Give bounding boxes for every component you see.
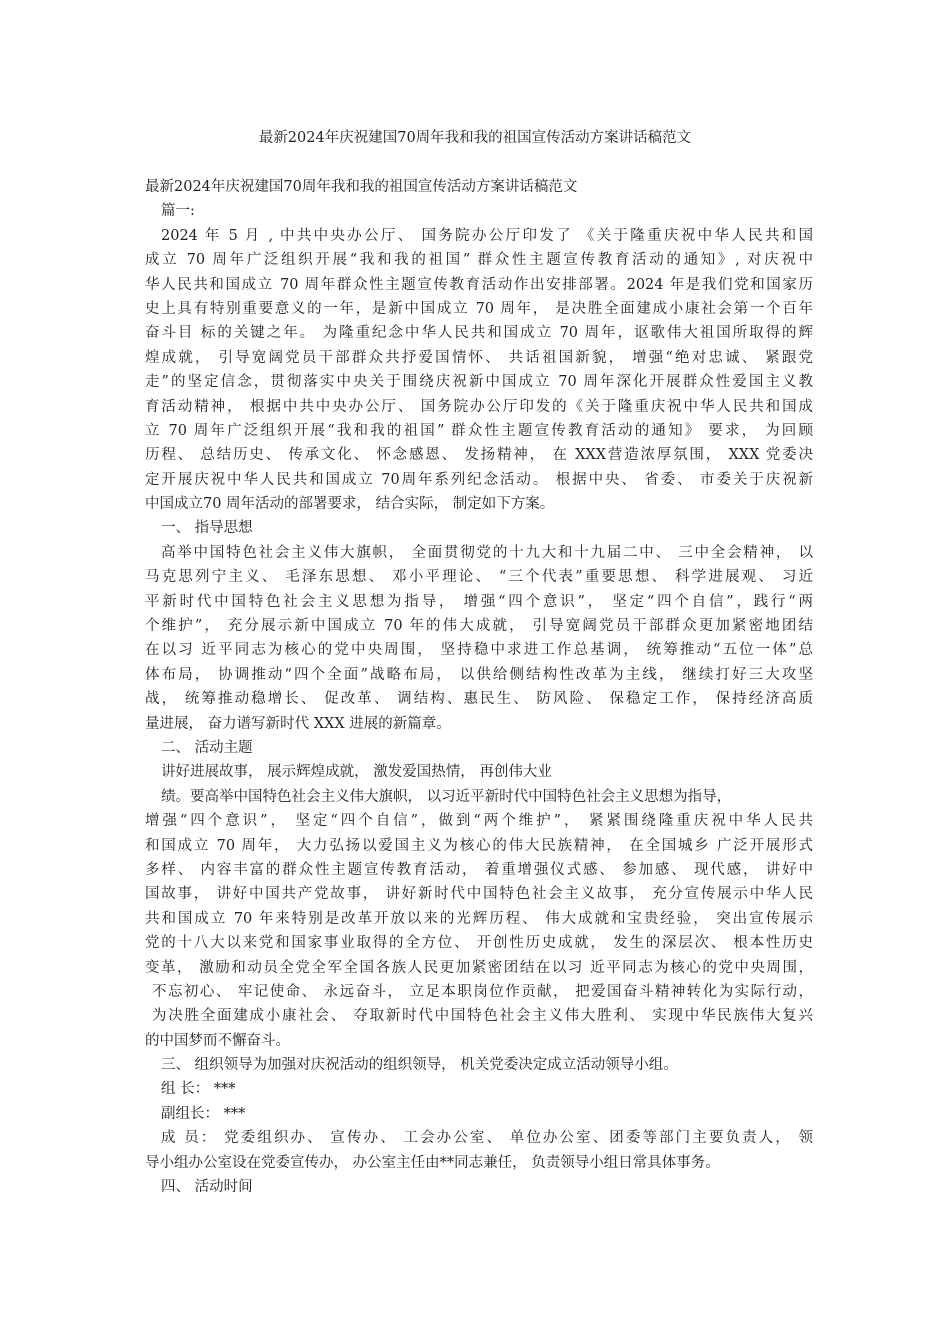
text-line: 三、 组织领导为加强对庆祝活动的组织领导， 机关党委决定成立活动领导小组。	[161, 1057, 678, 1074]
text-line: 量进展， 奋力谱写新时代 XXX 进展的新篇章。	[145, 715, 451, 732]
text-line: 导小组办公室设在党委宣传办， 办公室主任由**同志兼任， 负责领导小组日常具体事务。	[145, 1154, 720, 1171]
text-line: 为决胜全面建成小康社会、 夺取新时代中国特色社会主义伟大胜利、 实现中华民族伟大复兴	[152, 1008, 813, 1025]
text-line: 篇一:	[161, 203, 195, 220]
document-body	[145, 175, 813, 1199]
text-line: 育活动精神， 根据中共中央办公厅、 国务院办公厅印发的《关于隆重庆祝中华人民共和国成	[145, 398, 813, 415]
text-line: 成 员： 党委组织办、 宣传办、 工会办公室、 单位办公室、团委等部门主要负责人， 领	[161, 1130, 813, 1147]
text-line: 四、 活动时间	[161, 1179, 253, 1196]
text-line: 组 长： ***	[161, 1081, 236, 1098]
text-line: 体布局， 协调推动“四个全面”战略布局， 以供给侧结构性改革为主线， 继续打好三大攻坚	[145, 666, 813, 683]
text-line: 党的十八大以来党和国家事业取得的全方位、 开创性历史成就， 发生的深层次、 根本性历史	[145, 935, 813, 952]
text-line: 副组长： ***	[161, 1105, 246, 1122]
text-line: 在以习 近平同志为核心的党中央周围， 坚持稳中求进工作总基调， 统筹推动“五位一体”总	[145, 642, 813, 659]
text-line: 史上具有特别重要意义的一年，是新中国成立 70 周年， 是决胜全面建成小康社会第一个百年	[145, 300, 813, 317]
text-line: 的中国梦而不懈奋斗。	[145, 1032, 290, 1049]
text-line: 定开展庆祝中华人民共和国成立 70周年系列纪念活动。 根据中央、 省委、 市委关于庆祝新	[145, 471, 813, 488]
text-line: 高举中国特色社会主义伟大旗帜， 全面贯彻党的十九大和十九届二中、 三中全会精神， 以	[161, 544, 813, 561]
text-line: 国故事， 讲好中国共产党故事， 讲好新时代中国特色社会主义故事， 充分宣传展示中华人民	[145, 886, 813, 903]
text-line: 平新时代中国特色社会主义思想为指导， 增强“四个意识”， 坚定“四个自信”，践行“两	[145, 593, 813, 610]
text-line: 2024 年 5 月 , 中共中央办公厅、 国务院办公厅印发了 《关于隆重庆祝中华人民共和国	[161, 227, 813, 244]
text-line: 一、 指导思想	[161, 520, 253, 537]
text-line: 走”的坚定信念，贯彻落实中央关于围绕庆祝新中国成立 70 周年深化开展群众性爱国主义教	[145, 374, 813, 391]
text-line: 多样、 内容丰富的群众性主题宣传教育活动， 着重增强仪式感、 参加感、 现代感， 讲好中	[145, 861, 813, 878]
text-line: 奋斗目 标的关键之年。 为隆重纪念中华人民共和国成立 70 周年，讴歌伟大祖国所取得的辉	[145, 325, 813, 342]
text-line: 不忘初心、 牢记使命、 永远奋斗， 立足本职岗位作贡献， 把爱国奋斗精神转化为实际行动，	[152, 983, 813, 1000]
text-line: 二、 活动主题	[161, 739, 253, 756]
text-line: 华人民共和国成立 70 周年群众性主题宣传教育活动作出安排部署。2024 年是我们党和国家历	[145, 276, 813, 293]
text-line: 讲好进展故事， 展示辉煌成就， 激发爱国热情， 再创伟大业	[161, 764, 552, 781]
text-line: 绩。要高举中国特色社会主义伟大旗帜， 以习近平新时代中国特色社会主义思想为指导，	[161, 788, 732, 805]
text-line: 成立 70 周年广泛组织开展“我和我的祖国” 群众性主题宣传教育活动的通知》, 对庆祝中	[145, 252, 813, 269]
text-line: 立 70 周年广泛组织开展“我和我的祖国” 群众性主题宣传教育活动的通知》 要求， 为回顾	[145, 422, 813, 439]
text-line: 和国成立 70 周年， 大力弘扬以爱国主义为核心的伟大民族精神， 在全国城乡 广泛开展形式	[145, 837, 813, 854]
text-line: 历程、 总结历史、 传承文化、 怀念感恩、 发扬精神， 在 XXX营造浓厚氛围， XXX 党委决	[145, 447, 813, 464]
text-line: 变革， 激励和动员全党全军全国各族人民更加紧密团结在以习 近平同志为核心的党中央周围，	[145, 959, 813, 976]
text-line: 增强“四个意识”， 坚定“四个自信”，做到“两个维护”， 紧紧围绕隆重庆祝中华人民共	[145, 813, 813, 830]
text-line: 煌成就， 引导宽阔党员干部群众共抒爱国情怀、 共话祖国新貌， 增强“绝对忠诚、 紧跟党	[145, 349, 813, 366]
text-line: 战， 统筹推动稳增长、 促改革、 调结构、惠民生、 防风险、 保稳定工作， 保持经济高质	[145, 691, 813, 708]
text-line: 中国成立70 周年活动的部署要求， 结合实际， 制定如下方案。	[145, 496, 555, 513]
text-line: 共和国成立 70 年来特别是改革开放以来的光辉历程、 伟大成就和宝贵经验， 突出宣传展示	[145, 910, 813, 927]
text-line: 最新2024年庆祝建国70周年我和我的祖国宣传活动方案讲话稿范文	[145, 179, 578, 195]
document-title: 最新2024年庆祝建国70周年我和我的祖国宣传活动方案讲话稿范文	[258, 130, 692, 146]
text-line: 个维护”， 充分展示新中国成立 70 年的伟大成就， 引导宽阔党员干部群众更加紧密地团结	[145, 618, 813, 635]
text-line: 马克思列宁主义、 毛泽东思想、 邓小平理论、 “三个代表”重要思想、 科学进展观、 习近	[145, 569, 813, 586]
